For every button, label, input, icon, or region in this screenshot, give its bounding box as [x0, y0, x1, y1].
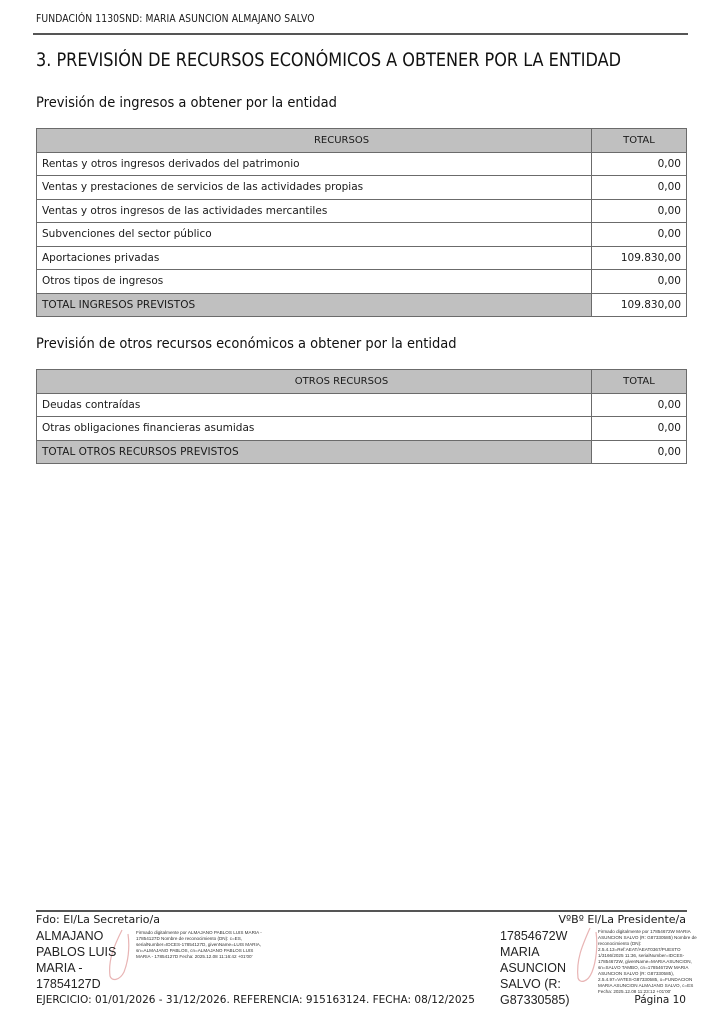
row-label: Otras obligaciones financieras asumidas — [37, 417, 592, 441]
table-row — [37, 270, 687, 294]
total-row — [37, 440, 687, 464]
row-value: 0,00 — [592, 152, 687, 176]
row-value: 0,00 — [592, 270, 687, 294]
footer-divider — [36, 910, 687, 912]
total-label: TOTAL OTROS RECURSOS PREVISTOS — [37, 440, 592, 464]
row-label: Deudas contraídas — [37, 393, 592, 417]
table-row — [37, 176, 687, 200]
column-header-otros-recursos: OTROS RECURSOS — [37, 370, 592, 394]
column-header-total: TOTAL — [592, 129, 687, 153]
president-signer-name: 17854672W MARIA ASUNCION SALVO (R: G87330585) — [500, 929, 570, 1007]
section-title: 3. PREVISIÓN DE RECURSOS ECONÓMICOS A OBTENER POR LA ENTIDAD — [36, 50, 621, 71]
total-value: 0,00 — [592, 440, 687, 464]
row-value: 0,00 — [592, 223, 687, 247]
header-divider — [33, 33, 688, 35]
page-number: Página 10 — [634, 994, 686, 1006]
secretary-signature-details: Firmado digitalmente por ALMAJANO PABLOS LUIS MARIA - 17854127D Nombre de reconocimiento (DN): c=ES, serialNumber=IDCES-17854127D, givenName=LUIS MARIA, sn=ALMAJANO PABLOS, cn=ALMAJANO PABLOS LUIS MARIA - 17854127D Fecha: 2025.12.08 11:16:42 +01'00' — [136, 930, 262, 959]
president-signature-details: Firmado digitalmente por 17854672W MARIA ASUNCION SALVO (R: G87330585) Nombre de reconocimiento (DN): 2.5.4.13=Ref:AEAT/AEAT0367/PUESTO 1/3166/2025 11:36, serialNumber=IDCES-17854672W, givenName=MARIA ASUNCION, sn=SALVO TAMBO, cn=17854672W MARIA ASUNCION SALVO (R: G87330585), 2.5.4.97=VATES-G87330585, o=FUNDACION MARIA ASUNCION ALMAJANO SALVO, c=ES Fecha: 2025.12.08 11:23:12 +01'00' — [598, 929, 697, 994]
table-row — [37, 152, 687, 176]
table-row — [37, 246, 687, 270]
secretary-signer-name: ALMAJANO PABLOS LUIS MARIA - 17854127D — [36, 929, 117, 991]
secretary-label: Fdo: El/La Secretario/a — [36, 913, 160, 926]
footer-reference: EJERCICIO: 01/01/2026 - 31/12/2026. REFERENCIA: 915163124. FECHA: 08/12/2025 — [36, 994, 475, 1006]
income-table-title: Previsión de ingresos a obtener por la entidad — [36, 95, 337, 111]
row-value: 0,00 — [592, 199, 687, 223]
table-header-row — [37, 129, 687, 153]
table-row — [37, 199, 687, 223]
row-label: Aportaciones privadas — [37, 246, 592, 270]
row-value: 0,00 — [592, 176, 687, 200]
table-row — [37, 223, 687, 247]
income-table — [36, 128, 687, 317]
column-header-total: TOTAL — [592, 370, 687, 394]
row-label: Ventas y otros ingresos de las actividades mercantiles — [37, 199, 592, 223]
table-header-row — [37, 370, 687, 394]
other-resources-table-title: Previsión de otros recursos económicos a obtener por la entidad — [36, 336, 457, 352]
row-label: Ventas y prestaciones de servicios de las actividades propias — [37, 176, 592, 200]
row-value: 109.830,00 — [592, 246, 687, 270]
row-label: Rentas y otros ingresos derivados del patrimonio — [37, 152, 592, 176]
row-label: Otros tipos de ingresos — [37, 270, 592, 294]
column-header-recursos: RECURSOS — [37, 129, 592, 153]
row-value: 0,00 — [592, 417, 687, 441]
president-label: VºBº El/La Presidente/a — [558, 913, 686, 926]
other-resources-table — [36, 369, 687, 464]
total-value: 109.830,00 — [592, 293, 687, 317]
document-header-entity: FUNDACIÓN 1130SND: MARIA ASUNCION ALMAJANO SALVO — [36, 13, 315, 25]
row-label: Subvenciones del sector público — [37, 223, 592, 247]
row-value: 0,00 — [592, 393, 687, 417]
total-row — [37, 293, 687, 317]
table-row — [37, 417, 687, 441]
table-row — [37, 393, 687, 417]
total-label: TOTAL INGRESOS PREVISTOS — [37, 293, 592, 317]
